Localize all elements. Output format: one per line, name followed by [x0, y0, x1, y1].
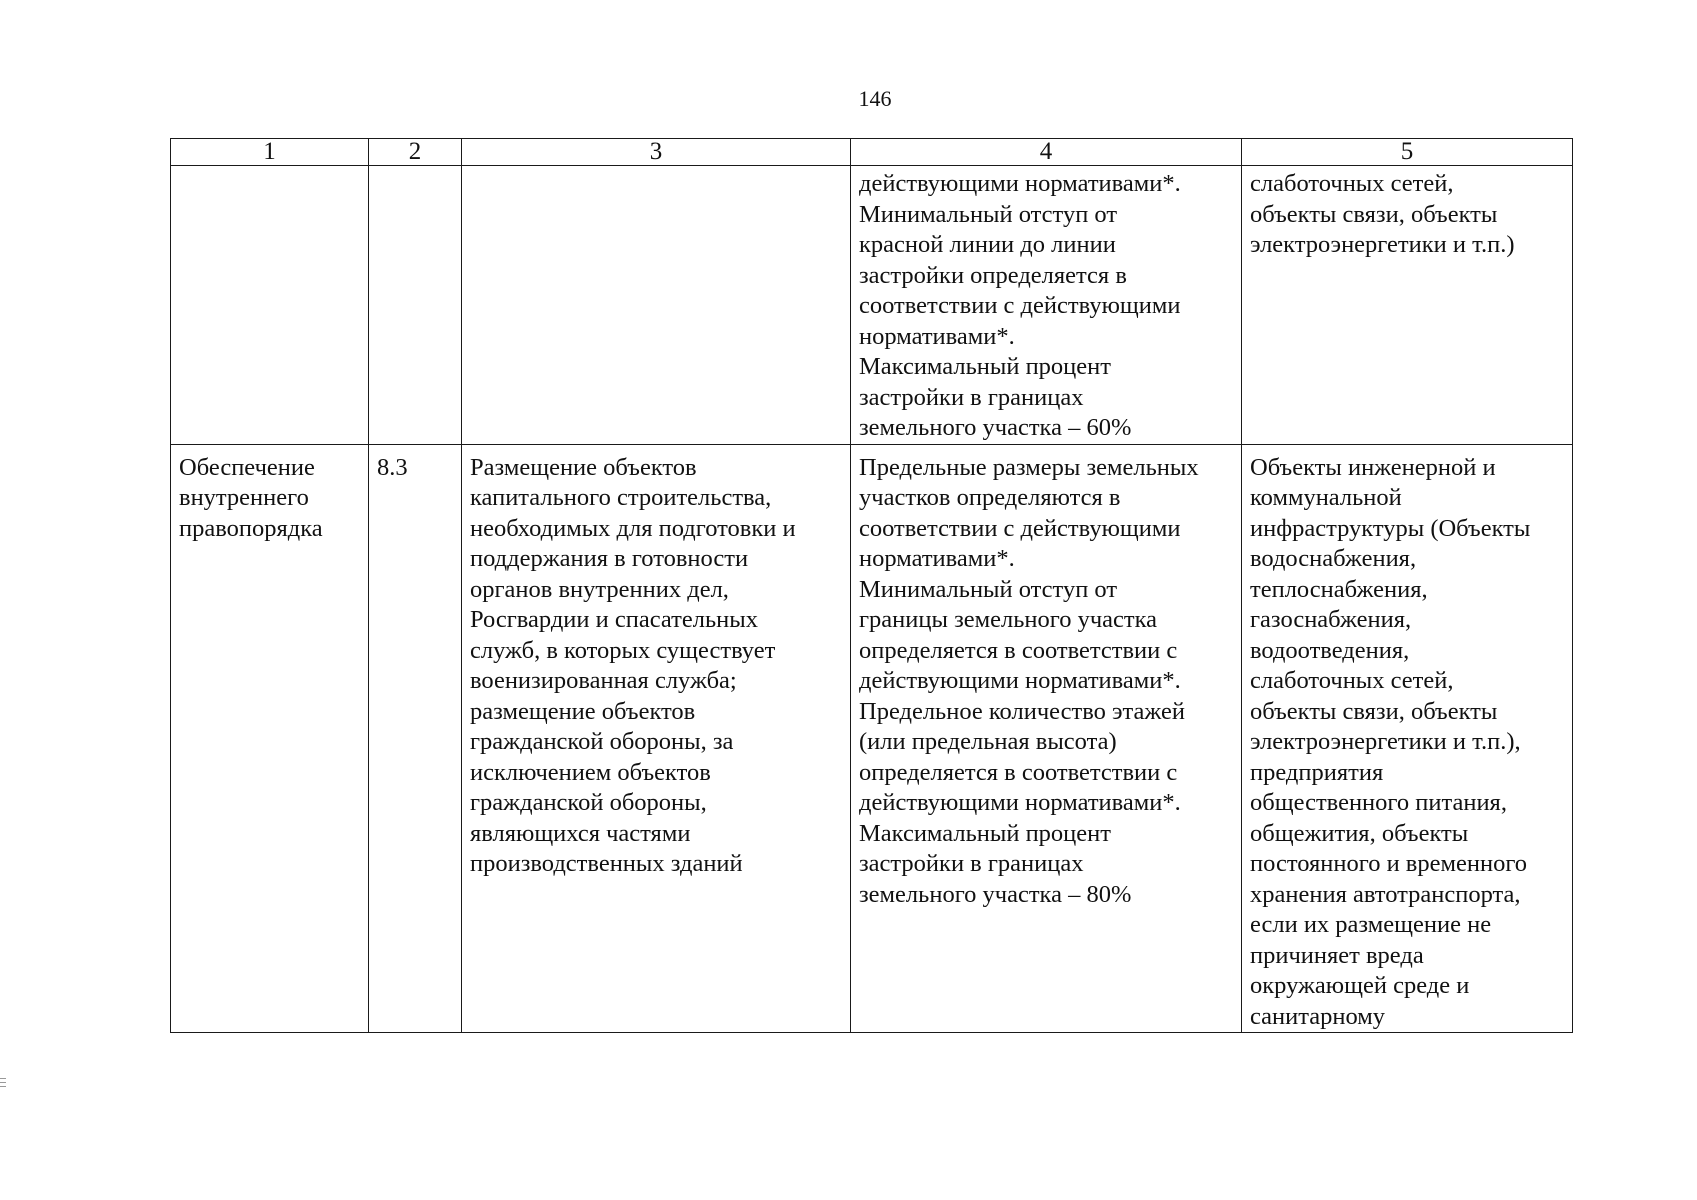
table-cell-use-name	[171, 166, 369, 445]
table-cell-use-name	[171, 444, 369, 1033]
table-cell-auxiliary-uses	[1242, 166, 1573, 445]
cell-text: действующими нормативами*. Минимальный отступ от красной линии до линии застройки определяется в соответствии с действующими нормативами*. Максимальный процент застройки в границах земельного участка – 60%	[859, 170, 1181, 441]
column-header: 3	[462, 139, 851, 166]
table-cell-auxiliary-uses	[1242, 444, 1573, 1033]
table-header-row	[171, 139, 1573, 166]
table-cell-code	[369, 444, 462, 1033]
column-header: 2	[369, 139, 462, 166]
cell-text: Обеспечение внутреннего правопорядка	[179, 453, 323, 542]
scan-artifact	[0, 1082, 6, 1083]
column-header: 1	[171, 139, 369, 166]
page-number: 146	[858, 86, 892, 111]
cell-text: Размещение объектов капитального строительства, необходимых для подготовки и поддержания в готовности органов внутренних дел, Росгвардии и спасательных служб, в которых существует военизированная служба; размещение объектов гражданской обороны, за исключением объектов гражданской обороны, являющихся частями производственных зданий	[470, 453, 796, 877]
table-row	[171, 444, 1573, 1033]
table-row	[171, 166, 1573, 445]
table-cell-code	[369, 166, 462, 445]
scan-artifact	[0, 1078, 6, 1079]
table-cell-description	[462, 166, 851, 445]
zoning-table	[170, 138, 1573, 1033]
cell-text: слаботочных сетей, объекты связи, объекты электроэнергетики и т.п.)	[1250, 170, 1515, 258]
table-cell-parameters	[851, 166, 1242, 445]
column-header: 5	[1242, 139, 1573, 166]
table-cell-parameters	[851, 444, 1242, 1033]
column-header: 4	[851, 139, 1242, 166]
cell-text: 8.3	[377, 453, 408, 481]
scan-artifact	[0, 1086, 6, 1087]
cell-text: Объекты инженерной и коммунальной инфраструктуры (Объекты водоснабжения, теплоснабжения, газоснабжения, водоотведения, слаботочных сетей, объекты связи, объекты электроэнергетики и т.п.), предприятия общественного питания, общежития, объекты постоянного и временного хранения автотранспорта, если их размещение не причиняет вреда окружающей среде и санитарному	[1250, 453, 1531, 1030]
cell-text: Предельные размеры земельных участков определяются в соответствии с действующими нормативами*. Минимальный отступ от границы земельного участка определяется в соответствии с действующими нормативами*. Предельное количество этажей (или предельная высота) определяется в соответствии с действующими нормативами*. Максимальный процент застройки в границах земельного участка – 80%	[859, 453, 1199, 908]
table-cell-description	[462, 444, 851, 1033]
